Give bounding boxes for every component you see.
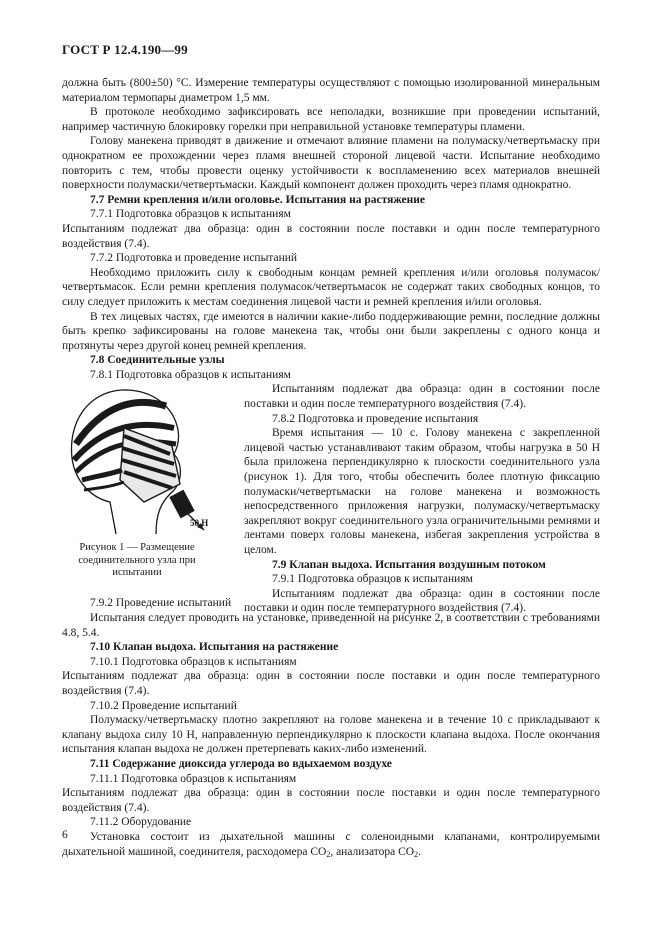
paragraph: 7.10.2 Проведение испытаний: [90, 699, 237, 712]
paragraph: 7.10.1 Подготовка образцов к испытаниям: [90, 655, 297, 668]
paragraph: 7.11.1 Подготовка образцов к испытаниям: [90, 772, 297, 785]
page-number: 6: [62, 829, 68, 841]
document-header: ГОСТ Р 12.4.190—99: [62, 42, 188, 57]
force-label: 50 Н: [190, 518, 209, 529]
paragraph: 7.9.1 Подготовка образцов к испытаниям: [272, 573, 473, 586]
paragraph: Голову манекена приводят в движение и отмечают влияние пламени на полумаску/четвертьмаску при однократном ее прохождении через пламя внешней стороной лицевой части. Испытание необходимо повторить с тем, чтобы провести оценку устойчивости к воспламенению всех материалов внешней поверхности полумаски/четвертьмаски. Каждый компонент должен проходить через пламя однократно.: [62, 135, 600, 192]
paragraph: Испытания следует проводить на установке, приведенной на рисунке 2, в соответствии с требованиями 4.8, 5.4.: [62, 612, 600, 639]
figure-caption: Рисунок 1 — Размещение соединительного узла при испытании: [78, 542, 196, 579]
top-section: [62, 76, 600, 382]
paragraph-equipment-description: Установка состоит из дыхательной машины с соленоидными клапанами, контролируемыми дыхательной машиной, соединителя, расходомера $CO_2$, анализатора $CO_2$.: [62, 830, 600, 859]
right-column-text: [244, 382, 600, 616]
paragraph: В протоколе необходимо зафиксировать все неполадки, возникшие при проведении испытаний, например частичную блокировку горелки при неправильной установке температуры пламени.: [62, 106, 600, 133]
paragraph: Время испытания — 10 с. Голову манекена с закрепленной лицевой частью устанавливают таким образом, чтобы нагрузка в 50 Н была приложена перпендикулярно к плоскости соединительного узла (рисунок 1). Для того, чтобы обеспечить более плотную фиксацию полумаски/четвертьмаски на голове манекена и возможность непосредственного приложения нагрузки, полумаску/четвертьмаску закрепляют вокруг соединительного узла ограничительными ремнями и лентами поверх головы манекена, избегая закрепления устройства в целом.: [244, 427, 600, 556]
section-heading: 7.7 Ремни крепления и/или оголовье. Испытания на растяжение: [90, 193, 425, 206]
section-heading: 7.9 Клапан выдоха. Испытания воздушным потоком: [272, 558, 546, 571]
paragraph: Испытаниям подлежат два образца: один в состоянии после поставки и один после температурного воздействия (7.4).: [244, 383, 600, 411]
paragraph: Испытаниям подлежат два образца: один в состоянии после поставки и один после температурного воздействия (7.4).: [62, 787, 600, 814]
paragraph: Испытаниям подлежат два образца: один в состоянии после поставки и один после температурного воздействия (7.4).: [62, 222, 600, 250]
paragraph: 7.11.2 Оборудование: [90, 816, 192, 829]
section-heading: 7.10 Клапан выдоха. Испытания на растяжение: [90, 641, 339, 654]
paragraph: Необходимо приложить силу к свободным концам ремней крепления и/или оголовья полумасок/четвертьмасок. Если ремни крепления полумасок/четвертьмасок не содержат таких свободных концов, то силу следует приложить к местам соединения лицевой части и ремней крепления и/или оголовья.: [62, 266, 600, 308]
paragraph: 7.8.2 Подготовка и проведение испытания: [272, 412, 479, 425]
section-heading: 7.11 Содержание диоксида углерода во вдыхаемом воздухе: [90, 758, 392, 770]
paragraph: 7.9.2 Проведение испытаний: [90, 597, 232, 610]
paragraph: должна быть (800±50) °С. Измерение температуры осуществляют с помощью изолированной минеральным материалом термопары диаметром 1,5 мм.: [62, 77, 600, 104]
paragraph: 7.7.1 Подготовка образцов к испытаниям: [90, 208, 291, 221]
paragraph: 7.8.1 Подготовка образцов к испытаниям: [90, 368, 291, 381]
body-text: [62, 76, 600, 859]
paragraph: Полумаску/четвертьмаску плотно закрепляют на голове манекена и в течение 10 с прикладывают к клапану выдоха силу 10 Н, направленную перпендикулярно к плоскости клапана выдоха. После окончания испытания клапан выдоха не должен претерпевать каких-либо изменений.: [62, 714, 600, 756]
bottom-section: [62, 596, 600, 830]
paragraph: Испытаниям подлежат два образца: один в состоянии после поставки и один после температурного воздействия (7.4).: [62, 670, 600, 698]
section-heading: 7.8 Соединительные узлы: [90, 354, 225, 367]
paragraph: Испытаниям подлежат два образца: один в состоянии после поставки и один после температурного воздействия (7.4).: [244, 587, 600, 615]
figure-1: [62, 384, 212, 547]
paragraph: 7.7.2 Подготовка и проведение испытаний: [90, 252, 298, 265]
paragraph: В тех лицевых частях, где имеются в наличии какие-либо поддерживающие ремни, последние должны быть крепко зафиксированы на голове манекена так, чтобы они были закреплены с одного конца и протянуты через другой конец ремней крепления.: [62, 310, 600, 352]
